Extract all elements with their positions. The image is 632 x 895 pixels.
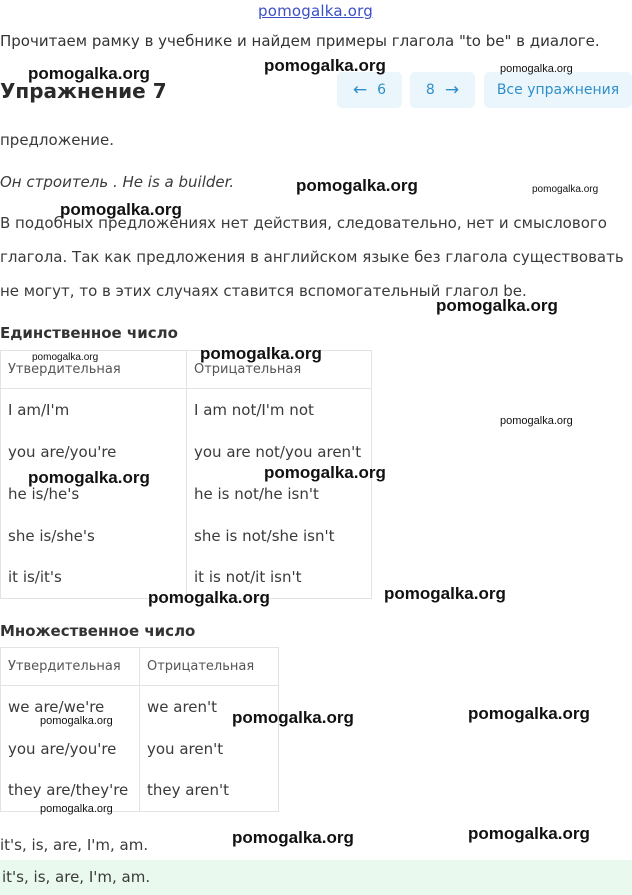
watermark: pomogalka.org — [200, 344, 322, 363]
table-cell: we aren't — [140, 686, 279, 728]
watermark: pomogalka.org — [468, 824, 590, 843]
arrow-left-icon: ← — [352, 80, 368, 100]
answer-highlight: it's, is, are, I'm, am. — [0, 860, 632, 895]
watermark: pomogalka.org — [28, 468, 150, 487]
column-header: Утвердительная — [1, 648, 140, 686]
watermark: pomogalka.org — [40, 715, 113, 727]
watermark: pomogalka.org — [40, 803, 113, 815]
all-exercises-label: Все упражнения — [496, 82, 620, 98]
table-cell: she is not/she isn't — [187, 515, 372, 557]
next-exercise-label: 8 — [425, 82, 435, 98]
watermark: pomogalka.org — [32, 352, 99, 363]
site-logo[interactable]: pomogalka.org — [258, 2, 373, 20]
watermark: pomogalka.org — [28, 64, 150, 83]
paragraph-line: В подобных предложениях нет действия, следовательно, нет и смыслового — [0, 214, 607, 232]
watermark: pomogalka.org — [384, 584, 506, 603]
paragraph-line: не могут, то в этих случаях ставится вспомогательный глагол be. — [0, 282, 527, 300]
watermark: pomogalka.org — [232, 828, 354, 847]
table-cell: we are/we're — [1, 686, 140, 728]
paragraph-line: глагола. Так как предложения в английском языке без глагола существовать — [0, 248, 624, 266]
column-header: Отрицательная — [140, 648, 279, 686]
watermark: pomogalka.org — [296, 176, 418, 195]
table-cell: she is/she's — [1, 515, 187, 557]
column-header: Утвердительная — [1, 351, 187, 389]
plural-title: Множественное число — [0, 622, 196, 640]
next-exercise-button[interactable] — [410, 72, 475, 108]
watermark: pomogalka.org — [468, 704, 590, 723]
table-cell: he is not/he isn't — [187, 473, 372, 515]
plural-table — [0, 647, 279, 812]
table-cell: I am not/I'm not — [187, 389, 372, 431]
watermark: pomogalka.org — [436, 296, 558, 315]
watermark: pomogalka.org — [500, 63, 573, 75]
watermark: pomogalka.org — [500, 415, 573, 427]
table-cell: it is/it's — [1, 557, 187, 599]
watermark: pomogalka.org — [532, 184, 599, 195]
example-sentence: Он строитель . He is a builder. — [0, 173, 235, 191]
singular-title: Единственное число — [0, 324, 178, 342]
watermark: pomogalka.org — [148, 588, 270, 607]
table-cell: he is/he's — [1, 473, 187, 515]
table-row — [1, 389, 372, 431]
all-exercises-button[interactable] — [484, 72, 632, 108]
watermark: pomogalka.org — [232, 708, 354, 727]
watermark: pomogalka.org — [264, 56, 386, 75]
prev-exercise-button[interactable] — [337, 72, 402, 108]
table-row — [1, 515, 372, 557]
intro-text: Прочитаем рамку в учебнике и найдем примеры глагола "to be" в диалоге. — [0, 32, 600, 50]
table-cell: I am/I'm — [1, 389, 187, 431]
arrow-right-icon: → — [444, 80, 460, 100]
answer-text: it's, is, are, I'm, am. — [0, 836, 149, 854]
watermark: pomogalka.org — [60, 200, 182, 219]
table-cell: you are/you're — [1, 728, 140, 770]
table-cell: it is not/it isn't — [187, 557, 372, 599]
table-cell: you are/you're — [1, 431, 187, 473]
column-header: Отрицательная — [187, 351, 372, 389]
exercise-title: Упражнение 7 — [0, 79, 167, 103]
table-cell: they aren't — [140, 770, 279, 812]
table-cell: they are/they're — [1, 770, 140, 812]
watermark: pomogalka.org — [264, 463, 386, 482]
table-cell: you are not/you aren't — [187, 431, 372, 473]
table-row — [1, 728, 279, 770]
table-cell: you aren't — [140, 728, 279, 770]
content-line: предложение. — [0, 131, 114, 149]
prev-exercise-label: 6 — [377, 82, 387, 98]
